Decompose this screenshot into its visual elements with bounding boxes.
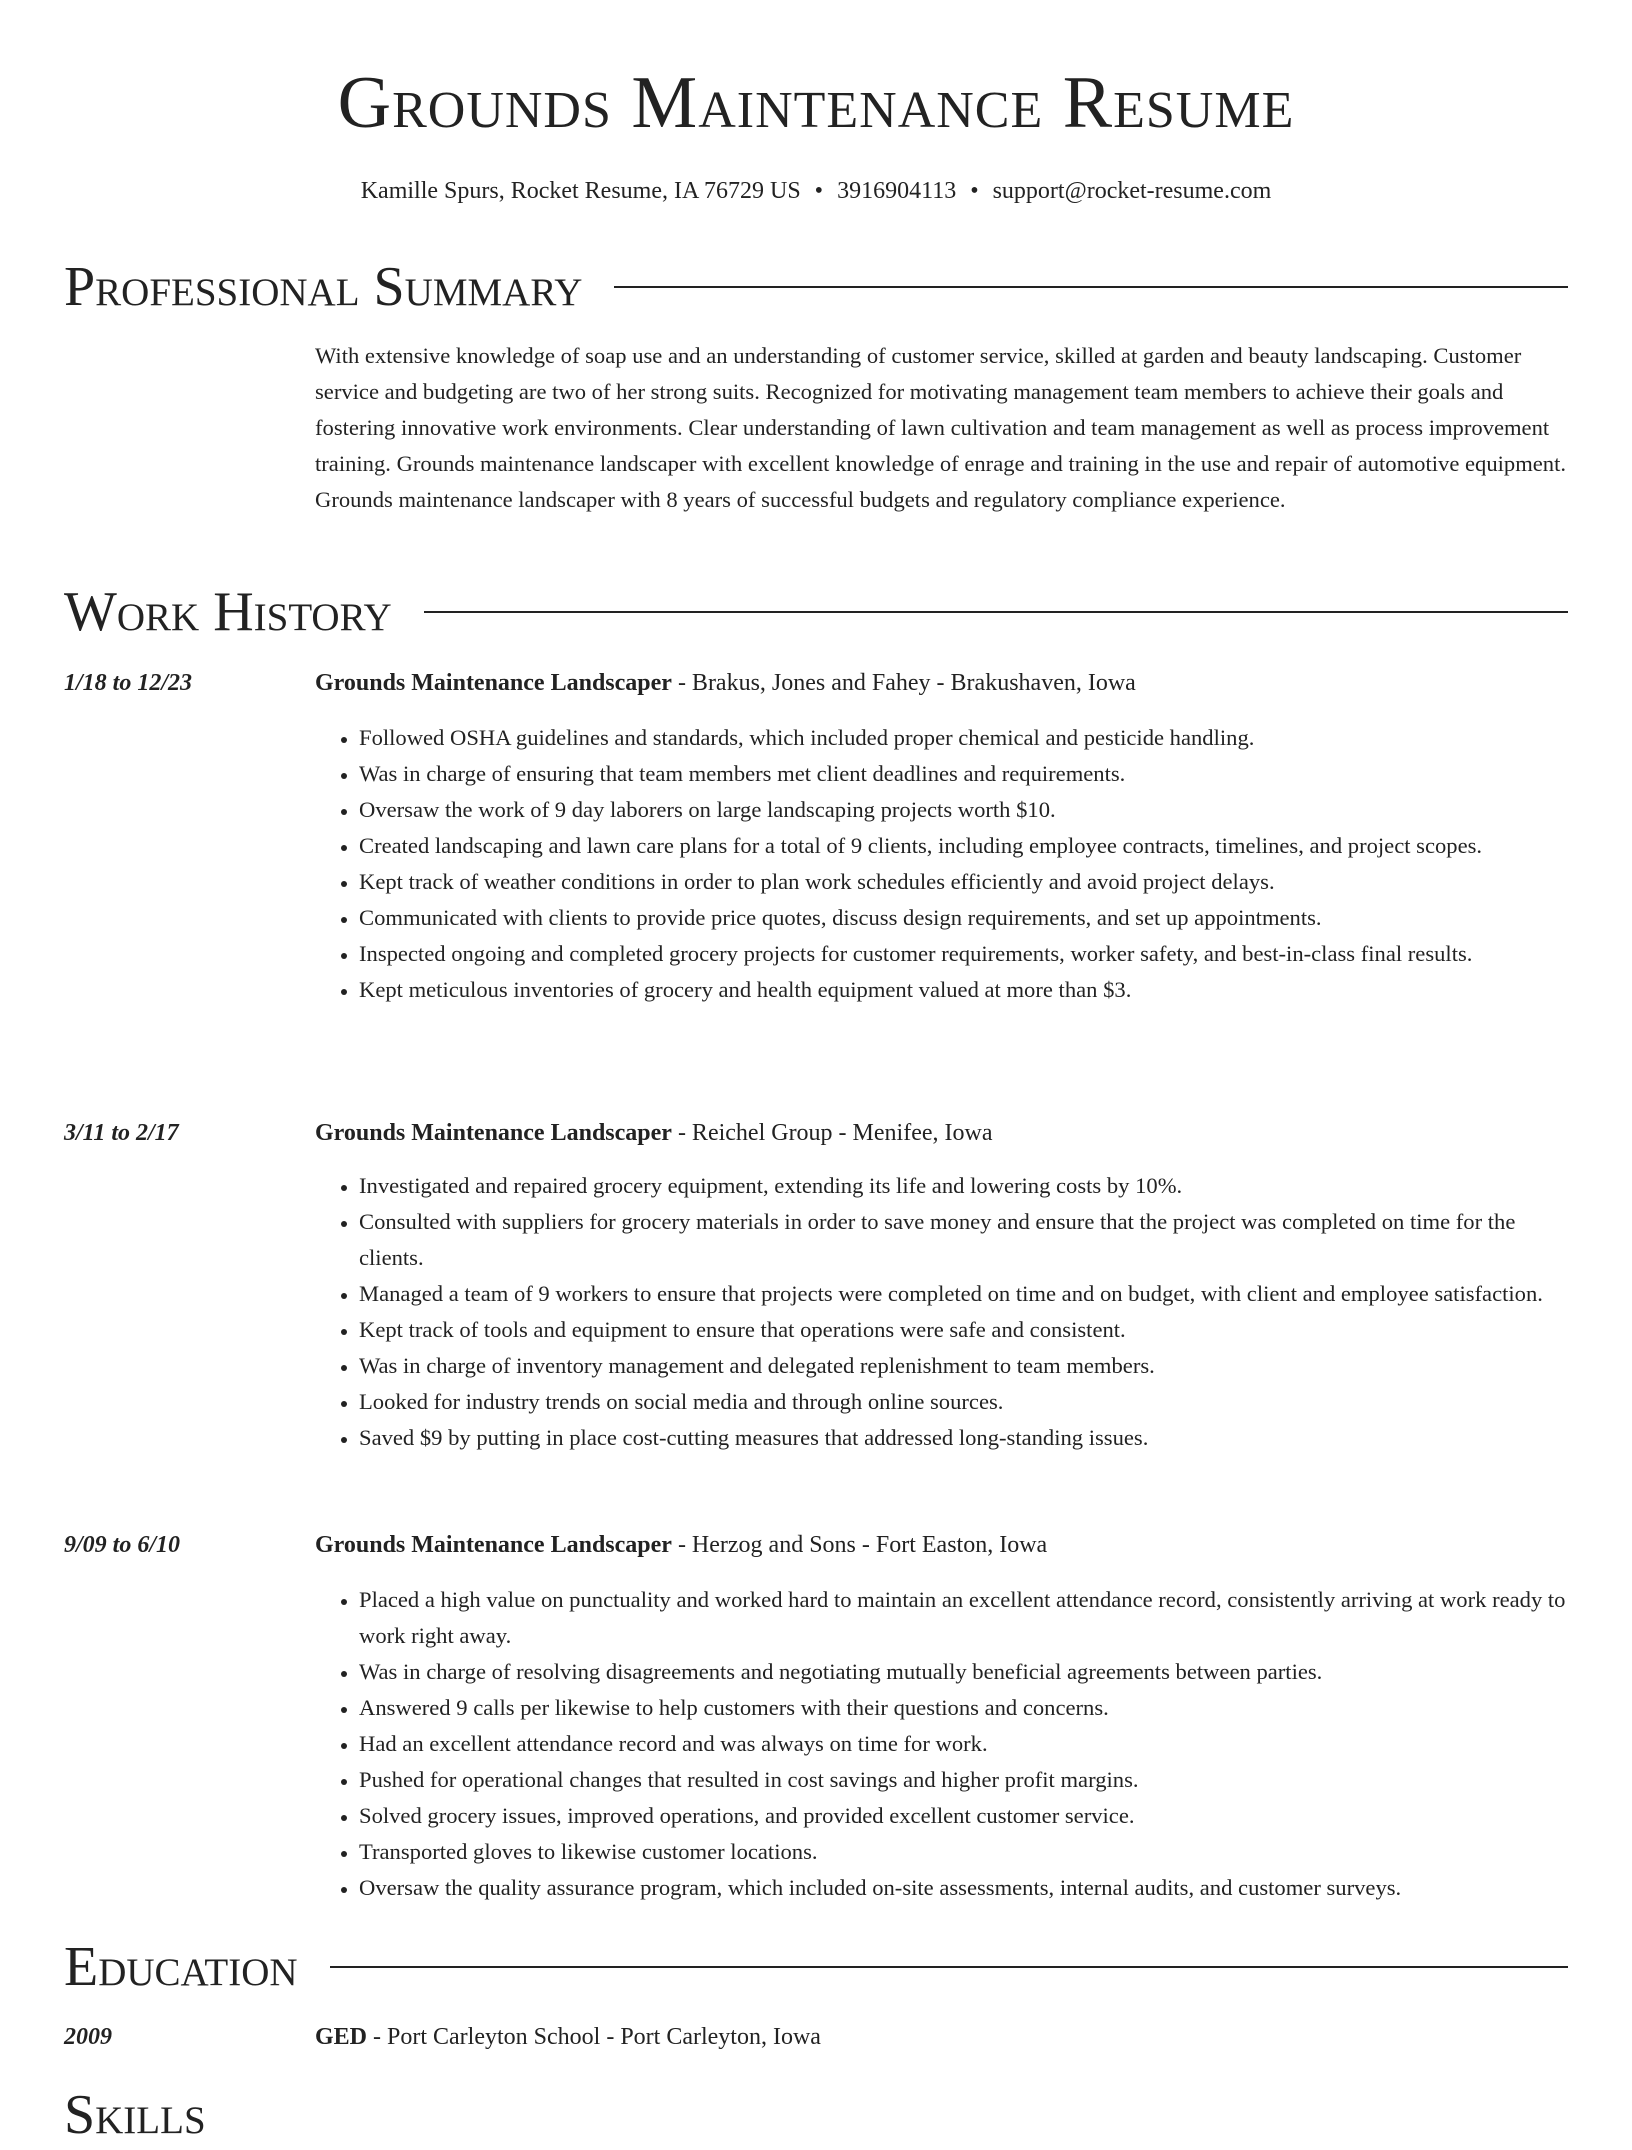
bullet-item: • Transported gloves to likewise customer locations. <box>359 1834 1568 1870</box>
job-bullets <box>315 1582 1568 1906</box>
contact-separator: • <box>970 178 979 204</box>
job-role: Grounds Maintenance Landscaper <box>315 1532 672 1558</box>
section-skills-heading <box>64 2080 1568 2146</box>
bullet-item: • Answered 9 calls per likewise to help customers with their questions and concerns. <box>359 1690 1568 1726</box>
bullet-item: • Kept track of tools and equipment to ensure that operations were safe and consistent. <box>359 1312 1568 1348</box>
job-title <box>315 666 1568 700</box>
bullet-item: • Looked for industry trends on social media and through online sources. <box>359 1384 1568 1420</box>
bullet-item: • Consulted with suppliers for grocery materials in order to save money and ensure that the project was completed on time for the clients. <box>359 1204 1568 1276</box>
section-work-heading <box>64 577 1568 647</box>
education-year: 2009 <box>64 2024 112 2050</box>
bullet-item: • Oversaw the work of 9 day laborers on large landscaping projects worth $10. <box>359 792 1568 828</box>
section-education-heading <box>64 1932 1568 2002</box>
bullet-item: • Was in charge of resolving disagreements and negotiating mutually beneficial agreements between parties. <box>359 1654 1568 1690</box>
contact-separator: • <box>814 178 824 204</box>
job-dates: 1/18 to 12/23 <box>64 670 193 696</box>
job-role: Grounds Maintenance Landscaper <box>315 1120 672 1146</box>
bullet-item: • Had an excellent attendance record and was always on time for work. <box>359 1726 1568 1762</box>
section-divider <box>424 611 1568 613</box>
bullet-item: • Managed a team of 9 workers to ensure that projects were completed on time and on budget, with client and employee satisfaction. <box>359 1276 1568 1312</box>
section-title: Work History <box>64 581 392 643</box>
job-role: Grounds Maintenance Landscaper <box>315 670 672 696</box>
contact-email: support@rocket-resume.com <box>992 178 1272 204</box>
job-employer: - Herzog and Sons - Fort Easton, Iowa <box>671 1532 1048 1558</box>
bullet-item: • Inspected ongoing and completed grocery projects for customer requirements, worker safety, and best-in-class final results. <box>359 936 1568 972</box>
job-bullets <box>315 720 1568 1008</box>
job-bullets <box>315 1168 1568 1456</box>
bullet-item: • Was in charge of inventory management and delegated replenishment to team members. <box>359 1348 1568 1384</box>
bullet-item: • Followed OSHA guidelines and standards, which included proper chemical and pesticide handling. <box>359 720 1568 756</box>
education-school: - Port Carleyton School - Port Carleyton, Iowa <box>367 2024 821 2050</box>
education-entry <box>315 2020 1568 2054</box>
education-degree: GED <box>315 2024 368 2050</box>
contact-phone: 3916904113 <box>837 178 957 204</box>
summary-text: With extensive knowledge of soap use and an understanding of customer service, skilled at garden and beauty landscaping. Customer service and budgeting are two of her strong suits. Recognized for motivating management team members to achieve their goals and fostering innovative work environments. Clear understanding of lawn cultivation and team management as well as process improvement training. Grounds maintenance landscaper with excellent knowledge of enrage and training in the use and repair of automotive equipment. Grounds maintenance landscaper with 8 years of successful budgets and regulatory compliance experience. <box>315 343 1567 512</box>
job-title <box>315 1528 1568 1562</box>
bullet-item: • Created landscaping and lawn care plans for a total of 9 clients, including employee contracts, timelines, and project scopes. <box>359 828 1568 864</box>
bullet-item: • Kept meticulous inventories of grocery and health equipment valued at more than $3. <box>359 972 1568 1008</box>
section-title: Professional Summary <box>64 256 583 318</box>
bullet-item: • Pushed for operational changes that resulted in cost savings and higher profit margins. <box>359 1762 1568 1798</box>
job-title <box>315 1116 1568 1150</box>
section-divider <box>330 1966 1568 1968</box>
job-employer: - Reichel Group - Menifee, Iowa <box>671 1120 993 1146</box>
job-employer: - Brakus, Jones and Fahey - Brakushaven, Iowa <box>671 670 1136 696</box>
bullet-item: • Placed a high value on punctuality and worked hard to maintain an excellent attendance record, consistently arriving at work ready to work right away. <box>359 1582 1568 1654</box>
bullet-item: • Saved $9 by putting in place cost-cutting measures that addressed long-standing issues. <box>359 1420 1568 1456</box>
bullet-item: • Investigated and repaired grocery equipment, extending its life and lowering costs by 10%. <box>359 1168 1568 1204</box>
bullet-item: • Communicated with clients to provide price quotes, discuss design requirements, and set up appointments. <box>359 900 1568 936</box>
resume-title: Grounds Maintenance Resume <box>337 62 1295 144</box>
job-dates: 3/11 to 2/17 <box>64 1120 179 1146</box>
contact-address: Kamille Spurs, Rocket Resume, IA 76729 US <box>360 178 801 204</box>
bullet-item: • Kept track of weather conditions in order to plan work schedules efficiently and avoid project delays. <box>359 864 1568 900</box>
section-summary-heading <box>64 252 1568 322</box>
section-title: Education <box>64 1936 298 1998</box>
job-dates: 9/09 to 6/10 <box>64 1532 181 1558</box>
section-title: Skills <box>64 2084 206 2146</box>
section-divider <box>614 286 1568 288</box>
bullet-item: • Oversaw the quality assurance program, which included on-site assessments, internal audits, and customer surveys. <box>359 1870 1568 1906</box>
bullet-item: • Solved grocery issues, improved operations, and provided excellent customer service. <box>359 1798 1568 1834</box>
bullet-item: • Was in charge of ensuring that team members met client deadlines and requirements. <box>359 756 1568 792</box>
contact-line <box>0 174 1632 208</box>
